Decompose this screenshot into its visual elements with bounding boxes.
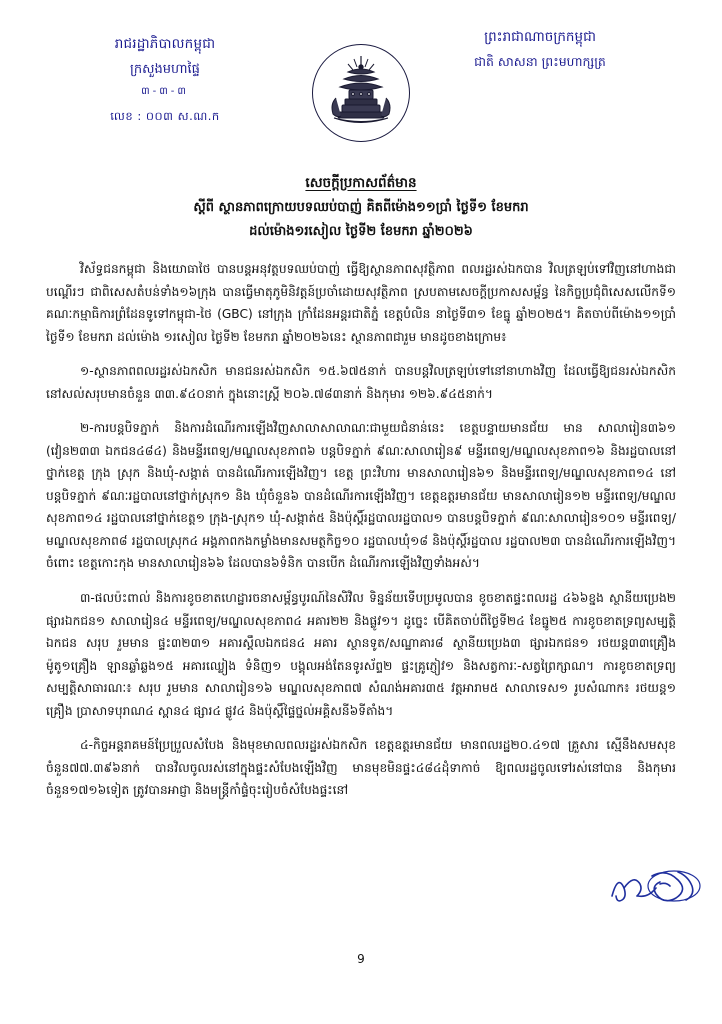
page-number: 9 — [357, 952, 365, 966]
body-paragraph-section-2: ២-ការបន្តបិទភ្នាក់ និងការដំណើរការឡើងវិញសាលាសាលាណៈជាមួយជំនាន់នេះ ខេត្តបន្ទាយមានជ័យ មាន សាលារៀន៣៦១ (វៀន២៣៣ ឯកជន៤៨៤) និងមន្ទីរពេទ្យ/មណ្ឌលសុខភាព៦ បន្តបិទភ្នាក់ ៩ណៈសាលារៀន៩ មន្ទីរពេទ្យ/មណ្ឌលសុខភាព១៦ និងរដ្ឋបាលនៅថ្នាក់ខេត្ត ក្រុង ស្រុក និងឃុំ-សង្កាត់ បានដំណើរការឡើងវិញ។ ខេត្ត ព្រះវិហារ មានសាលារៀន៦១ និងមន្ទីរពេទ្យ/មណ្ឌលសុខភាព១៤ នៅបន្តបិទភ្នាក់ ៩ណៈរដ្ឋបាលនៅថ្នាក់ស្រុក១ និង ឃុំចំនួន៦ បានដំណើរការឡើងវិញ។ ខេត្តឧត្តរមានជ័យ មានសាលារៀន១២ មន្ទីរពេទ្យ/មណ្ឌលសុខភាព១៤ រដ្ឋបាលនៅថ្នាក់ខេត្ត១ ក្រុង-ស្រុក១ ឃុំ-សង្កាត់៥ និងប៉ុស្តិ៍រដ្ឋបាលរដ្ឋបាល១ បានបន្តបិទភ្នាក់ ៩ណៈសាលារៀន១០១ មន្ទីរពេទ្យ/មណ្ឌលសុខភាព៨ រដ្ឋបាលស្រុក៤ អង្គភាពកងកម្លាំងមានសមត្ថកិច្ច១០ រដ្ឋបាលឃុំ១៨ និងប៉ុស្តិ៍រដ្ឋបាល រដ្ឋបាល២៣ បានដំណើរការឡើងវិញ។ ចំពោះ ខេត្តកោះកុង មានសាលារៀន៦៦ ដែលបាន៦ទំនិក បានបើក ដំណើរការឡើងវិញទាំងអស់។ — [46, 421, 676, 571]
body-paragraph-intro: វិស័ទ្ធជនកម្ពុជា និងយោធាថៃ បានបន្តអនុវត្តបទឈប់បាញ់ ធ្វើឱ្យស្ថានភាពសុវត្ថិភាព ពលរដ្ឋរស់ឯកបាន វិលត្រឡប់ទៅវិញនៅហាងជាបណ្ដើរៗ ជាពិសេសតំបន់ទាំង១៦ក្រុង បានធ្វើមាតុភូមិនិវត្តន៍ប្រចាំដោយសុវត្ថិភាព ស្របតាមសេចក្តីប្រកាសសម្ព័ន្ធ នៃកិច្ចប្រជុំពិសេសលើកទី១ គណៈកម្មាធិការព្រំដែនទូទៅកម្ពុជា-ថៃ (GBC) នៅក្រុង ក្រាំដែនអន្តរជាតិភ្នំ ខេត្តបំលិន នាថ្ងៃទី៣១ ខែធ្នូ ឆ្នាំ២០២៥។ គិតចាប់ពីម៉ោង១១ប្រាំ ថ្ងៃទី១ ខែមករា ដល់ម៉ោង ១រសៀល ថ្ងៃទី២ ខែមករា ឆ្នាំ២០២៦នេះ ស្ថានភាពជារួម មានដូចខាងក្រោម៖ — [46, 262, 676, 344]
kingdom-of-cambodia-line: ព្រះរាជាណាចក្រកម្ពុជា — [484, 29, 596, 45]
document-body — [46, 258, 676, 802]
document-subtitle-line-1: ស្តីពី ស្ថានភាពក្រោយបទឈប់បាញ់ គិតពីម៉ោង១១ប្រាំ ថ្ងៃទី១ ខែមករា — [193, 200, 529, 215]
ministry-kingdom-line: រាជរដ្ឋាភិបាលកម្ពុជា — [114, 36, 216, 52]
body-paragraph-section-1: ១-ស្ថានភាពពលរដ្ឋរស់ឯកសិក មានជនរស់ឯកសិក ១៥.៦៧៥នាក់ បានបន្តវិលត្រឡប់ទៅនៅនាហាងវិញ ដែលធ្វើឱ្យជនរស់ឯកសិកនៅសល់សរុបមានចំនួន ៣៣.៩៤០នាក់ ក្នុងនោះស្រ្តី ២០៦.៧៨៣នាក់ និងកុមារ ១២៦.៩៤៥នាក់។ — [46, 364, 676, 401]
ministry-name-line: ក្រសួងមហាផ្ទៃ — [130, 62, 200, 77]
body-paragraph-section-3: ៣-ផលប៉ះពាល់ និងការខូចខាតហេដ្ឋារចនាសម្ព័ន្ធបូរណ៍នៃសិវិល ទិន្នន័យទើបប្រមូលបាន ខូចខាតផ្ទះពលរដ្ឋ ៤៦៦ខ្នង ស្ថានីយប្រេង២ ផ្សារឯកជន១ សាលារៀន៤ មន្ទីរពេទ្យ/មណ្ឌលសុខភាព៤ អគារ២២ និងផ្លូវ១។ ដូច្នេះ បើគិតចាប់ពីថ្ងៃទី២៤ ខែធ្នូ២៥ ការខូចខាតទ្រព្យសម្បត្តិឯកជន សរុប រួមមាន ផ្ទះ៣២៣១ អគារស្តឹលឯកជន៤ អគារ ស្ថានទូត/សណ្ឋាគារ៨ ស្ថានីយប្រេង៣ ផ្សារឯកជន១ រថយន្ត៣៣គ្រឿង ម៉ូតូ១គ្រឿង ឡានឆ្លាំឆ្លង១៥ អគារឈ្លៀង ទំនិញ១ បង្គុលអង់តែនទូរស័ព្ទ២ ផ្ទះគ្រូភ្ញៀវ១ និងសត្វការៈ-សត្វព្រៃក្សាណ។ ការខូចខាតទ្រព្យសម្បត្តិសាធារណៈ៖ សរុប រួមមាន សាលារៀន១៦ មណ្ឌលសុខភាព៧ សំណង់អគារ៣៥ វត្តអារាម៥ សាលាទេស១ រូបសំណាក៖ រថយន្ត១ គ្រឿង ប្រាសាទបុរាណ៤ ស្ពាន៤ ផ្សារ៤ ផ្លូវ៤ និងប៉ុស្តិ៍ផ្ទៃថ្នល់អគ្គិសនី៦ទីតាំង។ — [46, 591, 676, 718]
document-subtitle-line-2: ដល់ម៉ោង១រសៀល ថ្ងៃទី២ ខែមករា ឆ្នាំ២០២៦ — [249, 224, 473, 239]
national-motto-line: ជាតិ សាសនា ព្រះមហាក្សត្រ — [474, 54, 606, 69]
document-title: សេចក្តីប្រកាសព័ត៌មាន — [305, 175, 417, 191]
body-paragraph-section-4: ៤-កិច្ចអន្តរាគមន៍ប្រែប្រួលសំបែង និងមុខមាលពលរដ្ឋរស់ឯកសិក ខេត្តឧត្តរមានជ័យ មានពលរដ្ឋ២០.៤១៧ គ្រួសារ ស្មើនឹងសមសុខចំនួន៧៧.៣៩៦នាក់ បានវិលចូលរស់នៅក្នុងផ្ទះសំបែងឡើងវិញ មានមុខមិនផ្ទះ៤៨៤ដុំទាកាច់ ឱ្យពលរដ្ឋចូលទៅរស់នៅបាន និងកុមារចំនួន១៧១៦ទៀត ត្រូវបានអាជ្ញា និងមន្ត្រីកាំផ្ទំចុះរៀបចំសំបែងផ្ទះនៅ — [46, 738, 676, 798]
header-right-block — [410, 26, 670, 72]
document-title-block — [46, 172, 676, 244]
document-reference-number: លេខ : ០០៣ ស.ណ.ក — [110, 109, 220, 123]
header-divider-mark: ៣-៣-៣ — [141, 86, 189, 97]
header-left-block — [60, 34, 270, 126]
cambodia-royal-emblem-icon — [312, 44, 410, 142]
handwritten-signature-icon — [608, 862, 704, 912]
document-header — [46, 18, 676, 170]
